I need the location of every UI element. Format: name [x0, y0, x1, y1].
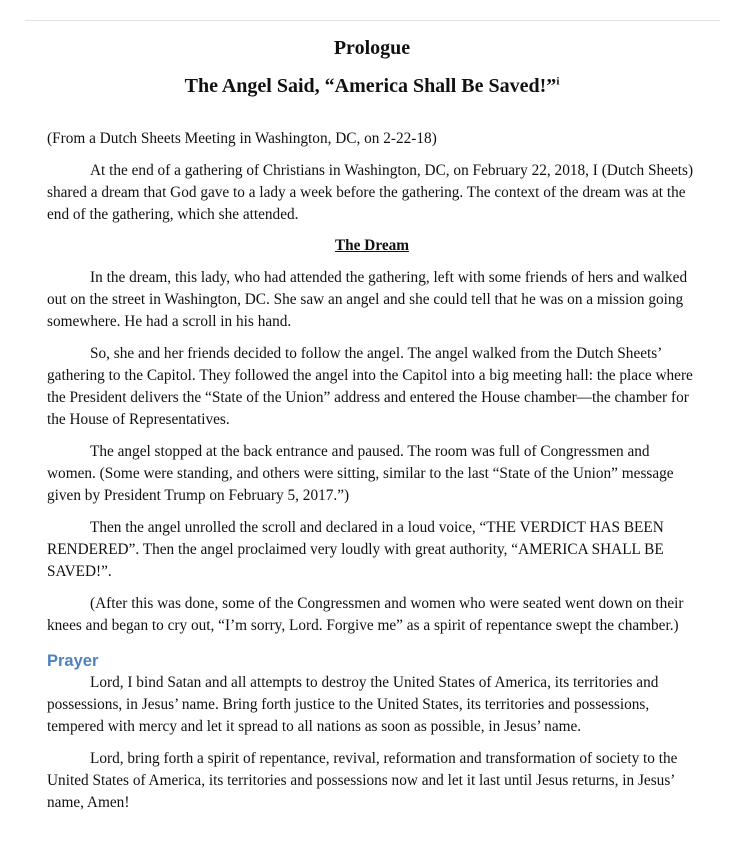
- dream-paragraph: In the dream, this lady, who had attended the gathering, left with some friends of hers and walked out on the street in Washington, DC. She saw an angel and she could tell that he was on a mission going somewhere. He had a scroll in his hand.: [47, 269, 688, 330]
- dream-section-heading: The Dream: [334, 237, 410, 254]
- prologue-heading: Prologue: [333, 37, 411, 59]
- dream-paragraph: The angel stopped at the back entrance and paused. The room was full of Congressmen and women. (Some were standing, and others were sitting, similar to the last “State of the Union” message given by President Trump on February 5, 2017.”): [47, 443, 674, 504]
- page-top-border: [25, 20, 720, 21]
- prayer-paragraph: Lord, I bind Satan and all attempts to destroy the United States of America, its territories and possessions, in Jesus’ name. Bring forth justice to the United States, its territories and possessions, tempered with mercy and let it spread to all nations as soon as possible, in Jesus’ name.: [47, 674, 659, 735]
- chapter-title: [47, 73, 697, 99]
- meeting-source-line: (From a Dutch Sheets Meeting in Washington, DC, on 2-22-18): [47, 130, 437, 147]
- dream-paragraph: So, she and her friends decided to follow the angel. The angel walked from the Dutch Sheets’ gathering to the Capitol. They followed the angel into the Capitol into a big meeting hall: the place where the President delivers the “State of the Union” address and entered the House chamber—the chamber for the House of Representatives.: [47, 345, 693, 428]
- chapter-title-text: The Angel Said, “America Shall Be Saved!”: [184, 75, 557, 97]
- intro-paragraph: At the end of a gathering of Christians in Washington, DC, on February 22, 2018, I (Dutch Sheets) shared a dream that God gave to a lady a week before the gathering. The context of the dream was at the end of the gathering, which she attended.: [47, 162, 694, 223]
- prayer-heading: Prayer: [47, 652, 99, 670]
- dream-paragraph: (After this was done, some of the Congressmen and women who were seated went down on their knees and began to cry out, “I’m sorry, Lord. Forgive me” as a spirit of repentance swept the chamber.): [47, 595, 684, 634]
- dream-paragraph: Then the angel unrolled the scroll and declared in a loud voice, “THE VERDICT HAS BEEN RENDERED”. Then the angel proclaimed very loudly with great authority, “AMERICA SHALL BE SAVED!”.: [47, 519, 664, 580]
- document-page: [47, 35, 697, 814]
- prayer-paragraph: Lord, bring forth a spirit of repentance, revival, reformation and transformation of society to the United States of America, its territories and possessions now and let it last until Jesus returns, in Jesus’ name, Amen!: [47, 750, 678, 811]
- endnote-marker[interactable]: i: [556, 75, 560, 88]
